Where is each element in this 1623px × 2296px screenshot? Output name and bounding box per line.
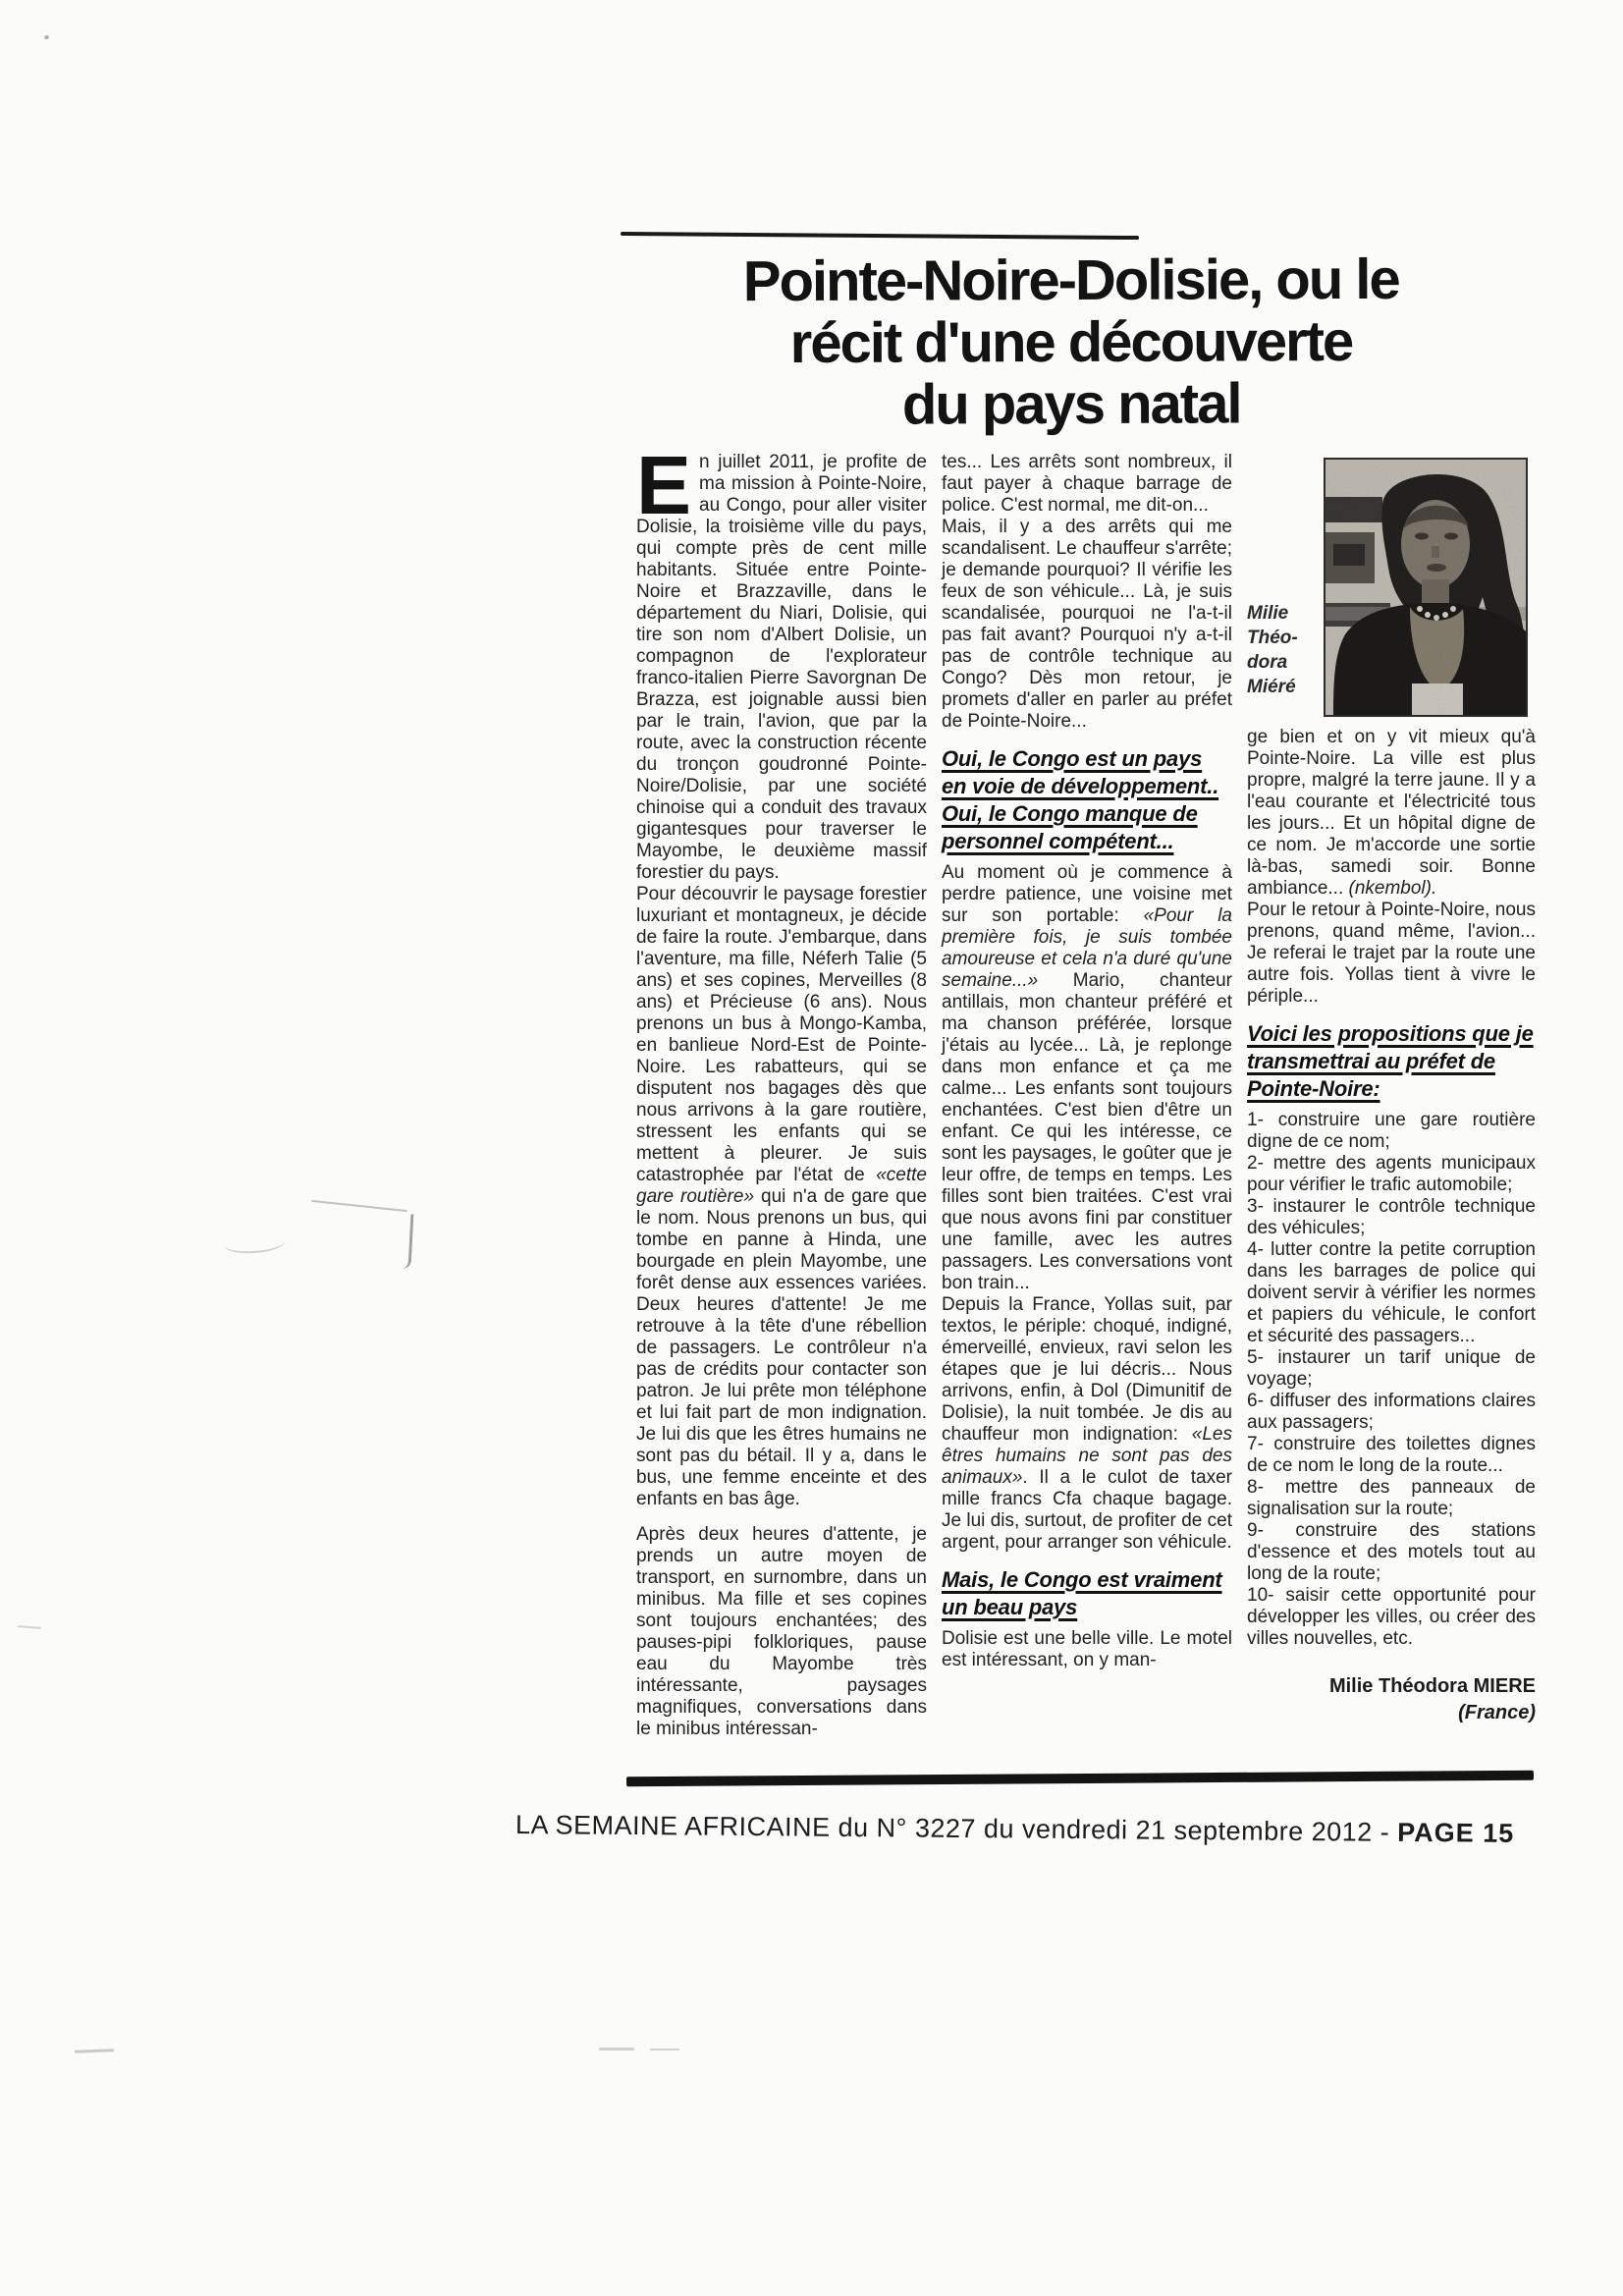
opening-paragraph: En juillet 2011, je profite de ma mission à Pointe-Noire, au Congo, pour aller visiter Dolisie, la troisième ville du pays, qui compte près de cent mille habitants. Située entre Pointe-Noire et Brazzaville, dans le département du Niari, Dolisie, qui tire son nom d'Albert Dolisie, un compagnon de l'explorateur franco-italien Pierre Savorgnan De Brazza, est joignable aussi bien par le train, l'avion, que par la route, avec la construction récente du tronçon goudronné Pointe-Noire/Dolisie, par une société chinoise qui a conduit des travaux gigantesques pour traverser le Mayombe, le deuxième massif forestier du pays. <box>636 439 927 883</box>
drop-cap: E <box>636 439 692 531</box>
article-paragraph: Pour découvrir le paysage forestier luxuriant et montagneux, je décide de faire la route. J'embarque, dans l'aventure, ma fille, Néferh Talie (5 ans) et ses copines, Merveilles (8 ans) et Précieuse (6 ans). Nous prenons un bus à Mongo-Kamba, en banlieue Nord-Est de Pointe-Noire. Les rabatteurs, qui se disputent nos bagages dès que nous arrivons à la gare routière, stressent les enfants qui se mettent à pleurer. Je suis catastrophée par l'état de «cette gare routière» qui n'a de gare que le nom. Nous prenons un bus, qui tombe en panne à Hinda, une bourgade en plein Mayombe, une forêt dense aux essences variées. Deux heures d'attente! Je me retrouve à la tête d'une rébellion de passagers. Le contrôleur n'a pas de crédits pour contacter son patron. Je lui prête mon téléphone et lui fait part de mon indignation. Je lui dis que les êtres humains ne sont pas du bétail. Il y a, dans le bus, une femme enceinte et des enfants en bas âge. <box>636 884 928 1509</box>
photo-caption-line: Miéré <box>1247 677 1296 697</box>
title-top-rule <box>621 232 1139 240</box>
proposal-item: 1- construire une gare routière digne de ce nom; <box>1247 1110 1536 1152</box>
footer-text: LA SEMAINE AFRICAINE du N° 3227 du vendredi 21 septembre 2012 - <box>514 1810 1398 1847</box>
scan-artifact <box>311 1200 407 1212</box>
proposal-item: 8- mettre des panneaux de signalisation sur la route; <box>1247 1477 1536 1519</box>
scan-artifact <box>18 1625 41 1629</box>
article-paragraph: Après deux heures d'attente, je prends un autre moyen de transport, en surnombre, dans un minibus. Ma fille et ses copines sont toujours enchantées; des pauses-pipi folkloriques, pause eau du Mayombe très intéressante, paysages magnifiques, conversations dans le minibus intéressan- <box>636 1524 927 1739</box>
photo-caption-line: Milie <box>1247 603 1289 624</box>
proposal-item: 2- mettre des agents municipaux pour vérifier le trafic automobile; <box>1247 1153 1536 1195</box>
proposal-item: 10- saisir cette opportunité pour développer les villes, ou créer des villes nouvelles, etc. <box>1247 1585 1536 1649</box>
article-title-line: du pays natal <box>901 371 1241 437</box>
photo-caption-line: dora <box>1247 652 1288 673</box>
article-paragraph: Au moment où je commence à perdre patience, une voisine met sur son portable: «Pour la première fois, je suis tombée amoureuse et cela n'a duré qu'une semaine...» Mario, chanteur antillais, mon chanteur préféré et ma chanson préférée, lorsque j'étais au lycée... Là, je replonge dans mon enfance et ça me calme... Les enfants sont toujours enchantées. C'est bien d'être un enfant. Ce qui les intéresse, ce sont les paysages, le goûter que je leur offre, de temps en temps. Les filles sont bien traitées. C'est vrai que nous avons fini par constituer une famille, avec les autres passagers. Les conversations vont bon train... <box>942 862 1232 1293</box>
column-right-text <box>1247 727 1536 1726</box>
photo-caption-line: Théo- <box>1247 628 1298 648</box>
scan-artifact <box>223 1231 285 1255</box>
portrait-photo-art <box>1325 460 1526 715</box>
article-title-line: Pointe-Noire-Dolisie, ou le <box>742 246 1399 314</box>
scan-artifact <box>75 2049 114 2052</box>
proposal-item: 7- construire des toilettes dignes de ce nom le long de la route... <box>1247 1434 1536 1476</box>
article-paragraph: Mais, il y a des arrêts qui me scandalisent. Le chauffeur s'arrête; je demande pourquoi? Il vérifie les feux de son véhicule... Là, je suis scandalisée, pourquoi ne l'a-t-il pas fait avant? Pourquoi n'y a-t-il pas de contrôle technique au Congo? Dès mon retour, je promets d'aller en parler au préfet de Pointe-Noire... <box>942 517 1232 732</box>
proposal-item: 6- diffuser des informations claires aux passagers; <box>1247 1391 1536 1433</box>
article-paragraph: Depuis la France, Yollas suit, par textos, le périple: choqué, indigné, émerveillé, envieux, ravi selon les étapes que je lui décris... Nous arrivons, enfin, à Dol (Dimunitif de Dolisie), la nuit tombée. Je dis au chauffeur mon indignation: «Les êtres humains ne sont pas des animaux». Il a le culot de taxer mille francs Cfa chaque bagage. Je lui dis, surtout, de profiter de cet argent, pour arranger son véhicule. <box>942 1294 1232 1553</box>
column-right <box>1247 452 1536 1773</box>
proposal-item: 4- lutter contre la petite corruption dans les barrages de police qui doivent servir à vérifier les normes et papiers du véhicule, le confort et sécurité des passagers... <box>1247 1239 1536 1346</box>
scan-artifact <box>399 1214 414 1270</box>
footer-credit <box>515 1810 1546 1849</box>
footer-page-number: PAGE 15 <box>1397 1817 1515 1848</box>
scan-artifact <box>44 35 49 39</box>
author-signature: Milie Théodora MIERE (France) <box>1328 1675 1536 1723</box>
article-title <box>626 247 1517 436</box>
article-body <box>636 439 1540 1773</box>
article-paragraph: tes... Les arrêts sont nombreux, il faut payer à chaque barrage de police. C'est normal, me dit-on... <box>942 452 1232 516</box>
subhead-propositions: Voici les propositions que je transmettrai au préfet de Pointe-Noire: <box>1247 1021 1534 1101</box>
article-title-line: récit d'une découverte <box>789 309 1353 375</box>
article-paragraph: Pour le retour à Pointe-Noire, nous prenons, quand même, l'avion... Je referai le trajet par la route une autre fois. Yollas tient à vivre le périple... <box>1247 900 1536 1007</box>
article-paragraph: ge bien et on y vit mieux qu'à Pointe-Noire. La ville est plus propre, malgré la terre jaune. Il y a l'eau courante et l'électricité tous les jours... Et un hôpital digne de ce nom. Je m'accorde une sortie là-bas, samedi soir. Bonne ambiance... (nkembol). <box>1247 727 1536 899</box>
column-middle <box>942 452 1232 1773</box>
subhead-developpement: Oui, le Congo est un pays en voie de développement.. Oui, le Congo manque de personnel compétent... <box>942 746 1219 853</box>
proposal-item: 5- instaurer un tarif unique de voyage; <box>1247 1347 1536 1390</box>
subhead-beau-pays: Mais, le Congo est vraiment un beau pays <box>942 1567 1222 1619</box>
scan-artifact <box>599 2048 634 2050</box>
photo-caption <box>1247 452 1318 719</box>
column-left <box>636 439 928 1773</box>
portrait-photo <box>1324 458 1528 717</box>
footer-rule <box>626 1771 1534 1786</box>
article-paragraph: Dolisie est une belle ville. Le motel est intéressant, on y man- <box>942 1628 1232 1670</box>
photo-row <box>1247 452 1536 719</box>
scan-artifact <box>650 2049 679 2050</box>
proposal-item: 3- instaurer le contrôle technique des véhicules; <box>1247 1196 1536 1238</box>
proposal-item: 9- construire des stations d'essence et des motels tout au long de la route; <box>1247 1520 1536 1584</box>
